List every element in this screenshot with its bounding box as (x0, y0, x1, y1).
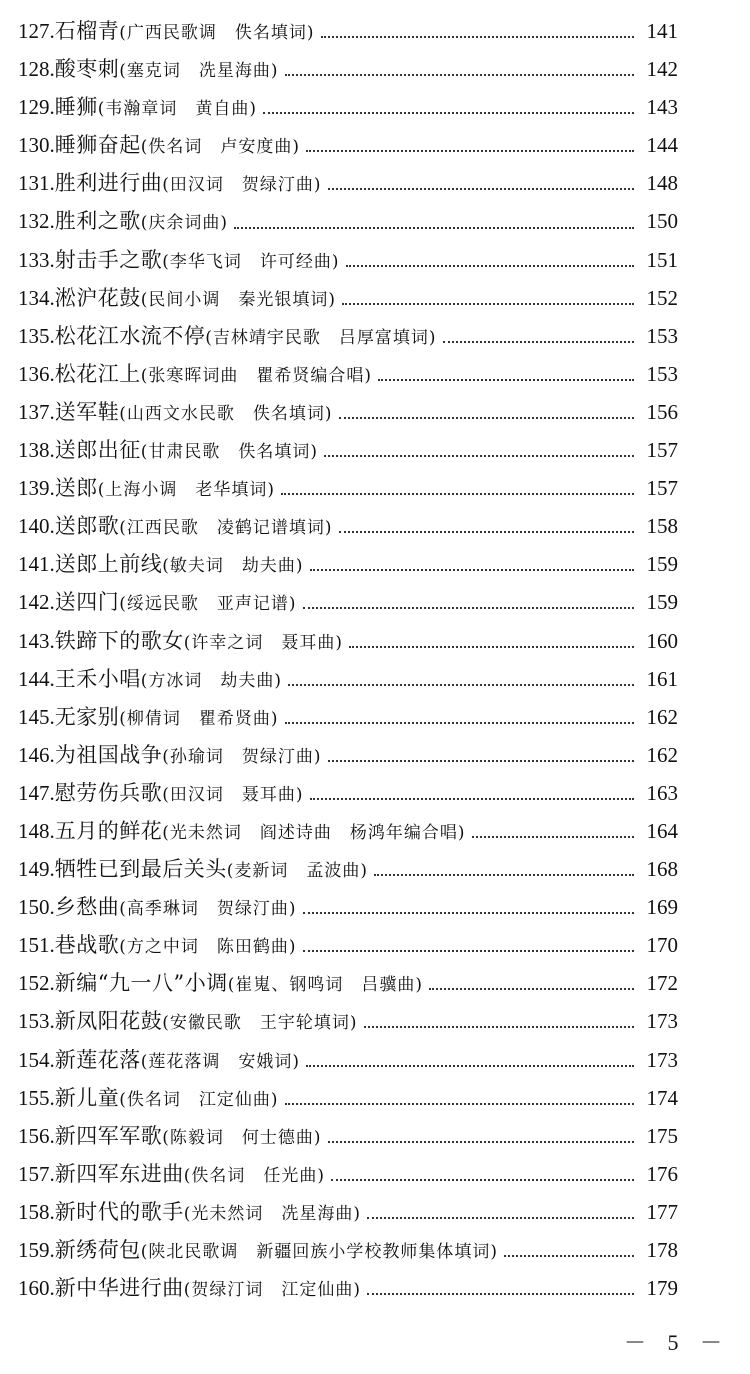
entry-credit: (光未然词 阎述诗曲 杨鸿年编合唱) (162, 822, 466, 843)
dot-leader (367, 1293, 634, 1295)
toc-entry[interactable] (18, 393, 678, 431)
entry-title: 王禾小唱 (54, 666, 141, 691)
toc-entry[interactable] (18, 1041, 678, 1079)
table-of-contents (18, 12, 678, 1307)
entry-number: 149. (18, 857, 55, 882)
entry-credit: (柳倩词 瞿希贤曲) (119, 708, 279, 729)
entry-number: 144. (18, 666, 55, 691)
toc-entry[interactable] (18, 812, 678, 850)
toc-entry[interactable] (18, 698, 678, 736)
entry-title: 松花江水流不停 (54, 323, 206, 348)
dot-leader (364, 1026, 634, 1028)
entry-credit: (莲花落调 安娥词) (140, 1051, 301, 1072)
toc-entry[interactable] (18, 888, 678, 926)
entry-page-number: 173 (646, 1009, 678, 1034)
page-number: － 5 － (623, 1330, 730, 1355)
entry-number: 157. (18, 1161, 55, 1186)
entry-number: 139. (18, 476, 55, 501)
entry-credit: (陈毅词 何士德曲) (162, 1127, 322, 1148)
entry-title: 新四军东进曲 (54, 1161, 184, 1186)
entry-credit: (安徽民歌 王宇轮填词) (162, 1013, 358, 1034)
dot-leader (339, 531, 634, 533)
entry-title: 慰劳伤兵歌 (54, 780, 163, 805)
toc-entry[interactable] (18, 164, 678, 202)
dot-leader (303, 607, 634, 609)
entry-title: 酸枣刺 (54, 57, 120, 82)
dot-leader (378, 379, 634, 381)
entry-number: 160. (18, 1276, 55, 1301)
entry-credit: (方冰词 劫夫曲) (140, 670, 283, 691)
entry-page-number: 142 (646, 57, 678, 82)
entry-credit: (崔嵬、钢鸣词 吕骥曲) (227, 975, 423, 996)
dot-leader (285, 722, 634, 724)
toc-entry[interactable] (18, 774, 678, 812)
toc-entry[interactable] (18, 279, 678, 317)
entry-title: 送郎上前线 (54, 552, 163, 577)
entry-number: 154. (18, 1047, 55, 1072)
entry-title: 睡狮奋起 (54, 133, 141, 158)
entry-credit: (吉林靖宇民歌 吕厚富填词) (205, 327, 437, 348)
entry-title: 新绣荷包 (54, 1238, 141, 1262)
entry-credit: (敏夫词 劫夫曲) (162, 556, 304, 577)
dot-leader (285, 1103, 634, 1105)
dot-leader (472, 836, 634, 838)
dot-leader (374, 874, 634, 876)
dot-leader (288, 684, 634, 686)
entry-credit: (方之中词 陈田鹤曲) (119, 937, 297, 958)
entry-number: 147. (18, 780, 55, 805)
dot-leader (310, 569, 634, 571)
entry-page-number: 179 (646, 1276, 678, 1301)
entry-title: 新四军军歌 (54, 1123, 163, 1148)
entry-page-number: 159 (646, 590, 678, 615)
entry-page-number: 143 (646, 95, 678, 120)
entry-number: 131. (18, 171, 55, 196)
dot-leader (339, 417, 634, 419)
dot-leader (263, 112, 634, 114)
toc-entry[interactable] (18, 1079, 678, 1117)
toc-entry[interactable] (18, 317, 678, 355)
entry-credit: (田汉词 聂耳曲) (162, 784, 304, 805)
dot-leader (342, 303, 634, 305)
entry-title: 送四门 (54, 590, 120, 615)
toc-entry[interactable] (18, 202, 678, 240)
entry-number: 133. (18, 247, 55, 272)
entry-title: 石榴青 (54, 19, 120, 43)
dot-leader (310, 798, 634, 800)
entry-credit: (麦新词 孟波曲) (226, 861, 369, 882)
entry-number: 146. (18, 742, 55, 767)
entry-page-number: 157 (646, 476, 678, 501)
entry-credit: (绥远民歌 亚声记谱) (119, 594, 297, 615)
toc-entry[interactable] (18, 50, 678, 88)
entry-title: 铁蹄下的歌女 (54, 628, 184, 653)
entry-credit: (高季琳词 贺绿汀曲) (119, 899, 297, 920)
entry-title: 新编“九一八”小调 (54, 971, 228, 996)
entry-page-number: 141 (646, 19, 678, 43)
entry-page-number: 159 (646, 552, 678, 577)
entry-number: 137. (18, 399, 55, 424)
toc-entry[interactable] (18, 1155, 678, 1193)
dot-leader (429, 988, 634, 990)
dot-leader (285, 74, 634, 76)
entry-title: 送郎歌 (54, 514, 120, 539)
entry-title: 为祖国战争 (54, 742, 163, 767)
dot-leader (328, 760, 634, 762)
dot-leader (306, 150, 634, 152)
entry-number: 148. (18, 818, 55, 843)
entry-number: 143. (18, 628, 55, 653)
entry-page-number: 169 (646, 895, 678, 920)
entry-credit: (韦瀚章词 黄自曲) (97, 99, 258, 120)
entry-number: 141. (18, 552, 55, 577)
toc-entry[interactable] (18, 545, 678, 583)
entry-number: 151. (18, 933, 55, 958)
entry-title: 送郎 (54, 476, 98, 501)
entry-title: 新凤阳花鼓 (54, 1009, 163, 1034)
entry-credit: (佚名词 卢安度曲) (140, 137, 301, 158)
entry-page-number: 152 (646, 285, 678, 310)
entry-credit: (广西民歌调 佚名填词) (119, 23, 315, 43)
entry-page-number: 163 (646, 780, 678, 805)
entry-number: 140. (18, 514, 55, 539)
entry-credit: (江西民歌 凌鹤记谱填词) (119, 518, 333, 539)
entry-title: 五月的鲜花 (54, 818, 163, 843)
entry-page-number: 168 (646, 857, 678, 882)
entry-number: 150. (18, 895, 55, 920)
entry-credit: (庆余词曲) (140, 213, 229, 234)
entry-credit: (田汉词 贺绿汀曲) (162, 175, 322, 196)
entry-title: 送郎出征 (54, 438, 141, 463)
entry-title: 新儿童 (54, 1085, 120, 1110)
entry-number: 132. (18, 209, 55, 234)
toc-entry[interactable] (18, 850, 678, 888)
entry-number: 135. (18, 323, 55, 348)
entry-title: 胜利进行曲 (54, 171, 163, 196)
entry-title: 淞沪花鼓 (54, 285, 141, 310)
entry-credit: (佚名词 任光曲) (183, 1165, 326, 1186)
dot-leader (324, 455, 634, 457)
entry-number: 129. (18, 95, 55, 120)
entry-title: 新时代的歌手 (54, 1199, 184, 1224)
toc-entry[interactable] (18, 1117, 678, 1155)
toc-entry[interactable] (18, 736, 678, 774)
dot-leader (328, 188, 634, 190)
dot-leader (349, 646, 634, 648)
toc-entry[interactable] (18, 88, 678, 126)
entry-number: 152. (18, 971, 55, 996)
dot-leader (281, 493, 634, 495)
entry-credit: (山西文水民歌 佚名填词) (119, 403, 333, 424)
toc-entry[interactable] (18, 355, 678, 393)
entry-page-number: 173 (646, 1047, 678, 1072)
entry-number: 128. (18, 57, 55, 82)
entry-page-number: 162 (646, 704, 678, 729)
entry-title: 乡愁曲 (54, 895, 120, 920)
toc-entry[interactable] (18, 469, 678, 507)
entry-page-number: 176 (646, 1161, 678, 1186)
entry-number: 155. (18, 1085, 55, 1110)
entry-title: 睡狮 (54, 95, 98, 120)
entry-number: 145. (18, 704, 55, 729)
entry-page-number: 172 (646, 971, 678, 996)
entry-page-number: 170 (646, 933, 678, 958)
toc-entry[interactable] (18, 507, 678, 545)
toc-entry[interactable] (18, 241, 678, 279)
toc-entry[interactable] (18, 12, 678, 50)
entry-credit: (塞克词 冼星海曲) (119, 61, 279, 82)
dot-leader (234, 227, 634, 229)
entry-number: 134. (18, 285, 55, 310)
dot-leader (504, 1255, 634, 1257)
entry-title: 射击手之歌 (54, 247, 163, 272)
entry-credit: (光未然词 冼星海曲) (183, 1203, 362, 1224)
entry-title: 新中华进行曲 (54, 1276, 184, 1301)
entry-title: 新莲花落 (54, 1047, 141, 1072)
entry-page-number: 144 (646, 133, 678, 158)
entry-page-number: 177 (646, 1199, 678, 1224)
toc-entry[interactable] (18, 622, 678, 660)
entry-credit: (张寒晖词曲 瞿希贤编合唱) (140, 365, 373, 386)
entry-credit: (陕北民歌调 新疆回族小学校教师集体填词) (140, 1242, 499, 1262)
entry-page-number: 158 (646, 514, 678, 539)
entry-title: 牺牲已到最后关头 (54, 857, 227, 882)
entry-credit: (上海小调 老华填词) (97, 480, 276, 501)
entry-page-number: 178 (646, 1238, 678, 1262)
entry-credit: (许幸之词 聂耳曲) (183, 632, 344, 653)
entry-page-number: 174 (646, 1085, 678, 1110)
entry-page-number: 161 (646, 666, 678, 691)
entry-page-number: 153 (646, 361, 678, 386)
dot-leader (328, 1141, 634, 1143)
entry-number: 136. (18, 361, 55, 386)
entry-number: 159. (18, 1238, 55, 1262)
entry-number: 127. (18, 19, 55, 43)
entry-number: 130. (18, 133, 55, 158)
entry-number: 156. (18, 1123, 55, 1148)
dot-leader (331, 1179, 634, 1181)
entry-title: 巷战歌 (54, 933, 120, 958)
entry-title: 松花江上 (54, 361, 141, 386)
entry-page-number: 164 (646, 818, 678, 843)
entry-credit: (民间小调 秦光银填词) (140, 289, 337, 310)
entry-credit: (佚名词 江定仙曲) (119, 1089, 279, 1110)
entry-title: 胜利之歌 (54, 209, 141, 234)
toc-entry[interactable] (18, 964, 678, 1002)
entry-number: 153. (18, 1009, 55, 1034)
toc-entry[interactable] (18, 431, 678, 469)
entry-page-number: 160 (646, 628, 678, 653)
entry-number: 142. (18, 590, 55, 615)
entry-page-number: 157 (646, 438, 678, 463)
toc-entry[interactable] (18, 926, 678, 964)
toc-entry[interactable] (18, 660, 678, 698)
entry-number: 158. (18, 1199, 55, 1224)
entry-page-number: 150 (646, 209, 678, 234)
entry-page-number: 151 (646, 247, 678, 272)
dot-leader (306, 1065, 634, 1067)
dot-leader (303, 950, 634, 952)
toc-entry[interactable] (18, 1193, 678, 1231)
toc-entry[interactable] (18, 1269, 678, 1307)
entry-page-number: 148 (646, 171, 678, 196)
entry-page-number: 156 (646, 399, 678, 424)
toc-entry[interactable] (18, 583, 678, 621)
entry-title: 无家别 (54, 704, 120, 729)
entry-credit: (孙瑜词 贺绿汀曲) (162, 746, 322, 767)
dot-leader (443, 341, 634, 343)
dot-leader (367, 1217, 634, 1219)
entry-credit: (甘肃民歌 佚名填词) (140, 442, 319, 463)
dot-leader (321, 36, 634, 38)
toc-entry[interactable] (18, 1002, 678, 1040)
entry-page-number: 162 (646, 742, 678, 767)
entry-credit: (贺绿汀词 江定仙曲) (183, 1280, 362, 1301)
entry-number: 138. (18, 438, 55, 463)
dot-leader (346, 265, 634, 267)
toc-entry[interactable] (18, 126, 678, 164)
entry-page-number: 153 (646, 323, 678, 348)
entry-title: 送军鞋 (54, 399, 120, 424)
entry-credit: (李华飞词 许可经曲) (162, 251, 340, 272)
toc-entry[interactable] (18, 1231, 678, 1269)
dot-leader (303, 912, 634, 914)
entry-page-number: 175 (646, 1123, 678, 1148)
